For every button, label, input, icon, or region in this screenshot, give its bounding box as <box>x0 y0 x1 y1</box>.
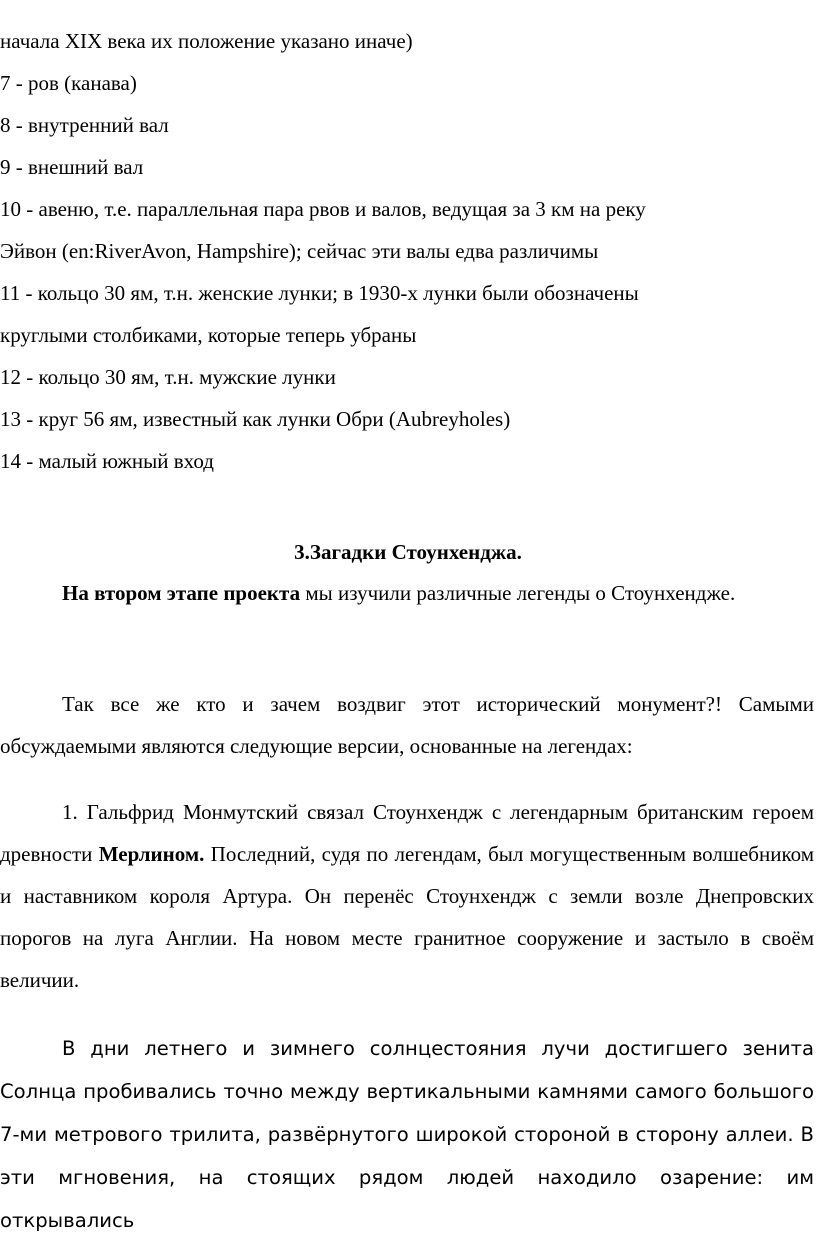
paragraph-text: Последний, судя по легендам, был могущественным волшебником и наставником короля Артура. Он перенёс Стоунхендж с земли возле Днепровских порогов на луга Англии. На новом месте гранитное сооружение и застыло в своём величии. <box>0 842 814 992</box>
paragraph-project-stage <box>0 572 814 614</box>
list-item-11-continued: круглыми столбиками, которые теперь убраны <box>0 323 417 347</box>
list-item-12: 12 - кольцо 30 ям, т.н. мужские лунки <box>0 365 336 389</box>
emphasis-merlin: Мерлином. <box>98 842 205 866</box>
list-item-9: 9 - внешний вал <box>0 155 144 179</box>
section-heading: 3.Загадки Стоунхенджа. <box>294 540 522 564</box>
list-item-13: 13 - круг 56 ям, известный как лунки Обри (Aubreyholes) <box>0 407 511 431</box>
list-item-7: 7 - ров (канава) <box>0 71 137 95</box>
list-item-11: 11 - кольцо 30 ям, т.н. женские лунки; в 1930-х лунки были обозначены <box>0 281 639 305</box>
paragraph-merlin <box>0 791 814 1001</box>
paragraph-text: 1. Гальфрид Монмутский связал Стоунхендж с легендарным британским героем древности <box>0 800 814 866</box>
emphasis-project-stage: На втором этапе проекта <box>62 581 301 605</box>
list-item-10-continued: Эйвон (en:RiverAvon, Hampshire); сейчас эти валы едва различимы <box>0 239 599 263</box>
paragraph-solstice: В дни летнего и зимнего солнцестояния лучи достигшего зенита Солнца пробивались точно между вертикальными камнями самого большого 7-ми метрового трилита, развёрнутого широкой стороной в сторону аллеи. В эти мгновения, на стоящих рядом людей находило озарение: им открывались <box>0 1037 814 1232</box>
list-item-8: 8 - внутренний вал <box>0 113 169 137</box>
paragraph-versions: Так все же кто и зачем воздвиг этот исторический монумент?! Самыми обсуждаемыми являются следующие версии, основанные на легендах: <box>0 692 814 758</box>
list-item-10: 10 - авеню, т.е. параллельная пара рвов и валов, ведущая за 3 км на реку <box>0 197 646 221</box>
list-line: начала XIX века их положение указано иначе) <box>0 29 413 53</box>
paragraph-text: мы изучили различные легенды о Стоунхендже. <box>300 581 736 605</box>
list-item-14: 14 - малый южный вход <box>0 449 214 473</box>
